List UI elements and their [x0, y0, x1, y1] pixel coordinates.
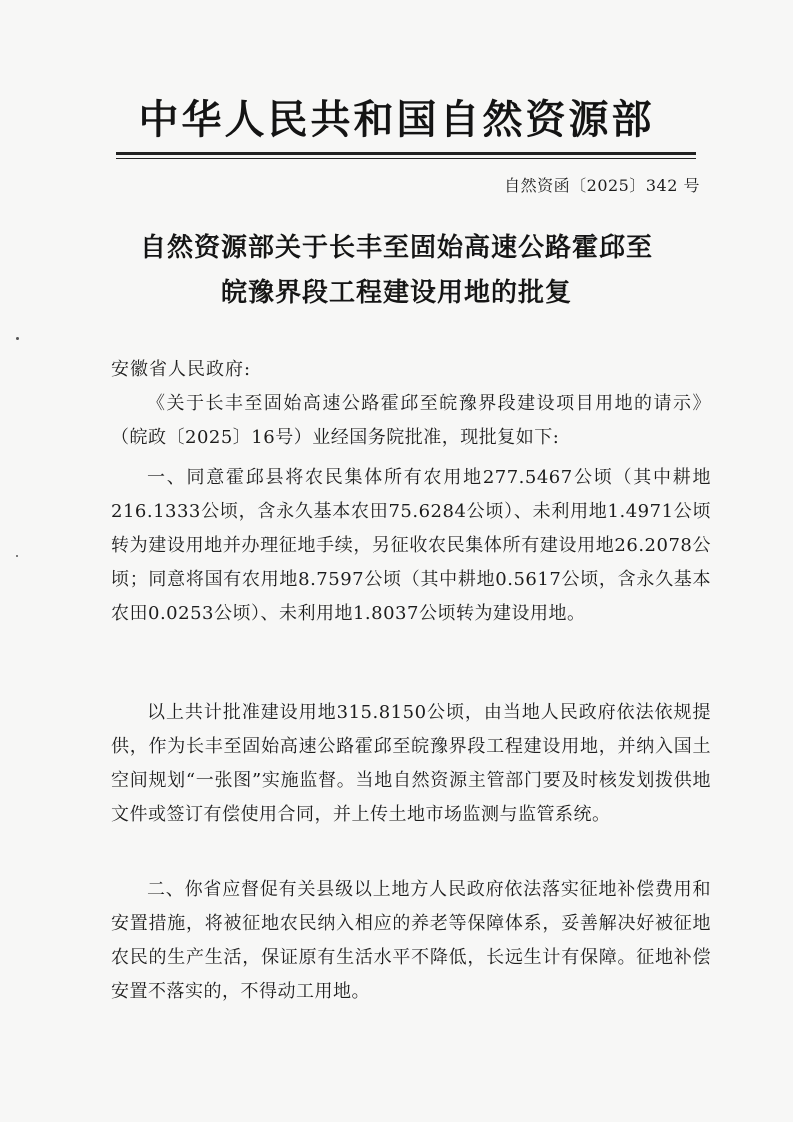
body-paragraph-approval-2: 二、你省应督促有关县级以上地方人民政府依法落实征地补偿费用和安置措施，将被征地农民纳入相应的养老等保障体系，妥善解决好被征地农民的生产生活，保证原有生活水平不降低，长远生计有保障。征地补偿安置不落实的，不得动工用地。 [111, 879, 711, 1002]
addressee: 安徽省人民政府: [111, 359, 252, 380]
issuing-authority-masthead: 中华人民共和国自然资源部 [138, 96, 655, 143]
document-title-line-2: 皖豫界段工程建设用地的批复 [220, 278, 572, 308]
body-paragraph-request: 《关于长丰至固始高速公路霍邱至皖豫界段建设项目用地的请示》（皖政〔2025〕16号）业经国务院批准，现批复如下: [111, 393, 711, 448]
body-paragraph-total-land: 以上共计批准建设用地315.8150公顷，由当地人民政府依法依规提供，作为长丰至固始高速公路霍邱至皖豫界段工程建设用地，并纳入国土空间规划“一张图”实施监督。当地自然资源主管部门要及时核发划拨供地文件或签订有偿使用合同，并上传土地市场监测与监管系统。 [111, 702, 711, 825]
document-title-line-1: 自然资源部关于长丰至固始高速公路霍邱至 [139, 233, 653, 263]
masthead-divider-thin [116, 158, 696, 159]
scan-speck [16, 337, 19, 340]
masthead-divider-thick [116, 152, 696, 155]
body-paragraph-approval-1: 一、同意霍邱县将农民集体所有农用地277.5467公顷（其中耕地216.1333公顷，含永久基本农田75.6284公顷）、未利用地1.4971公顷转为建设用地并办理征地手续，另征收农民集体所有建设用地26.2078公顷；同意将国有农用地8.7597公顷（其中耕地0.5617公顷，含永久基本农田0.0253公顷）、未利用地1.8037公顷转为建设用地。 [111, 467, 711, 624]
document-number: 自然资函〔2025〕342 号 [504, 176, 700, 195]
scan-speck [16, 555, 18, 557]
